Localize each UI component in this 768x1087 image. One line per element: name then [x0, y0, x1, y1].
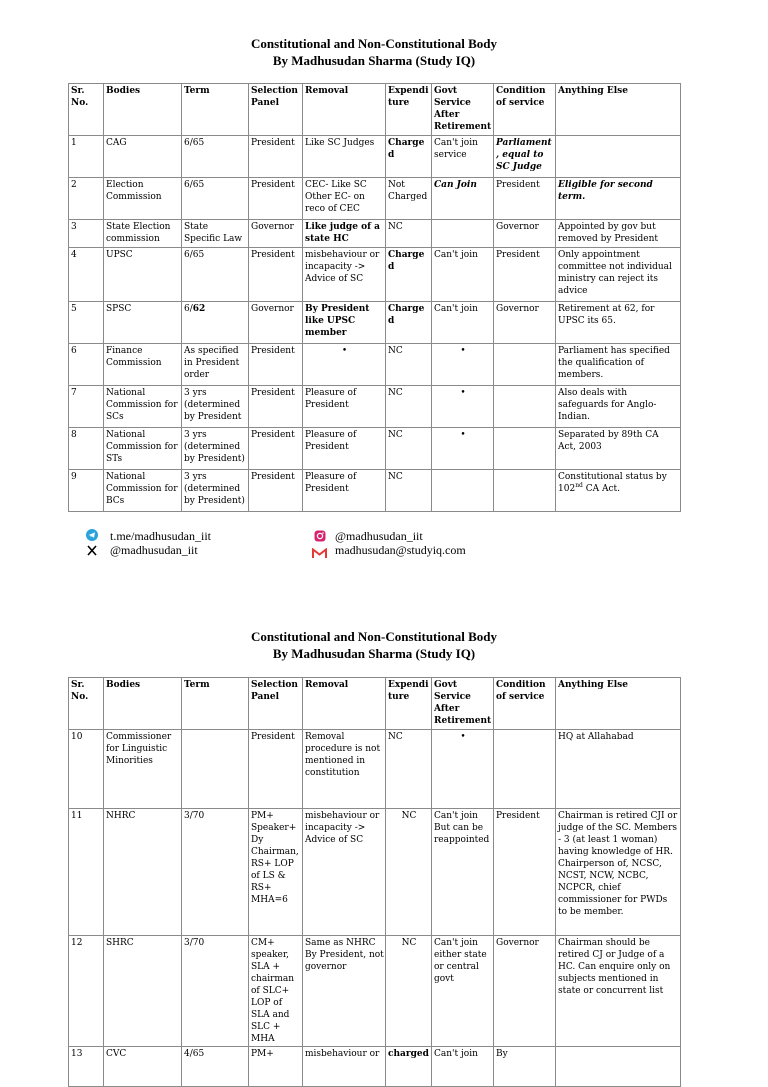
- cell-panel: President: [249, 428, 303, 470]
- email-address[interactable]: madhusudan@studyiq.com: [335, 543, 466, 557]
- cell-term: 4/65: [182, 1047, 249, 1087]
- cell-condition: [494, 730, 556, 809]
- header-condition: Condition of service: [494, 84, 556, 136]
- cell-sr: 10: [69, 730, 104, 809]
- header-panel: Selection Panel: [249, 84, 303, 136]
- cell-term: As specified in President order: [182, 344, 249, 386]
- cell-govt: Can't join: [432, 248, 494, 302]
- cell-expenditure: NC: [386, 470, 432, 512]
- cell-panel: President: [249, 386, 303, 428]
- cell-panel: President: [249, 344, 303, 386]
- cell-sr: 8: [69, 428, 104, 470]
- cell-govt: [432, 386, 494, 428]
- cell-removal: Like judge of a state HC: [303, 220, 386, 248]
- cell-removal: Same as NHRC By President, not governor: [303, 936, 386, 1047]
- cell-term: 6/65: [182, 248, 249, 302]
- cell-body: State Election commission: [104, 220, 182, 248]
- cell-else: [556, 470, 681, 512]
- cell-body: NHRC: [104, 809, 182, 936]
- instagram-handle[interactable]: @madhusudan_iit: [335, 529, 423, 543]
- cell-term: State Specific Law: [182, 220, 249, 248]
- cell-expenditure: charged: [386, 1047, 432, 1087]
- header-anything-else: Anything Else: [556, 84, 681, 136]
- cell-removal: CEC- Like SC Other EC- on reco of CEC: [303, 178, 386, 220]
- cell-expenditure: NC: [386, 344, 432, 386]
- term-age: 62: [192, 304, 206, 314]
- document-title: Constitutional and Non-Constitutional Body: [251, 629, 497, 644]
- cell-govt: [432, 428, 494, 470]
- table-row: [69, 136, 681, 178]
- cell-removal: Pleasure of President: [303, 386, 386, 428]
- cell-expenditure: Charged: [386, 302, 432, 344]
- cell-else: Appointed by gov but removed by President: [556, 220, 681, 248]
- cell-term: [182, 730, 249, 809]
- table-header-row: [69, 84, 681, 136]
- cell-sr: 1: [69, 136, 104, 178]
- ordinal-suffix: nd: [575, 482, 583, 489]
- cell-govt: Can Join: [432, 178, 494, 220]
- cell-body: Finance Commission: [104, 344, 182, 386]
- header-expenditure: Expenditure: [386, 84, 432, 136]
- bodies-table-1: [68, 83, 681, 512]
- cell-body: SHRC: [104, 936, 182, 1047]
- cell-removal: [303, 344, 386, 386]
- cell-expenditure: NC: [386, 730, 432, 809]
- cell-expenditure: Charged: [386, 248, 432, 302]
- term-part: 6/: [184, 304, 193, 314]
- cell-body: Commissioner for Linguistic Minorities: [104, 730, 182, 809]
- telegram-icon: [86, 529, 98, 541]
- document-subtitle: By Madhusudan Sharma (Study IQ): [272, 53, 476, 68]
- cell-panel: Governor: [249, 220, 303, 248]
- cell-body: CAG: [104, 136, 182, 178]
- cell-term: 3 yrs (determined by President): [182, 428, 249, 470]
- cell-condition: [494, 470, 556, 512]
- cell-removal: Removal procedure is not mentioned in constitution: [303, 730, 386, 809]
- header-condition: Condition of service: [494, 678, 556, 730]
- cell-sr: 2: [69, 178, 104, 220]
- cell-sr: 13: [69, 1047, 104, 1087]
- cell-panel: CM+ speaker, SLA + chairman of SLC+ LOP of SLA and SLC + MHA: [249, 936, 303, 1047]
- header-panel: Selection Panel: [249, 678, 303, 730]
- header-bodies: Bodies: [104, 84, 182, 136]
- cell-term: 6/65: [182, 178, 249, 220]
- table-row: [69, 220, 681, 248]
- cell-sr: 4: [69, 248, 104, 302]
- cell-else: Chairman is retired CJI or judge of the SC. Members - 3 (at least 1 woman) having knowledge of HR. Chairperson of, NCSC, NCST, NCW, NCBC, NCPCR, chief commissioner for PWDs to be member.: [556, 809, 681, 936]
- header-term: Term: [182, 84, 249, 136]
- header-anything-else: Anything Else: [556, 678, 681, 730]
- gmail-icon: [312, 548, 327, 559]
- cell-govt: Can't join But can be reappointed: [432, 809, 494, 936]
- cell-term: 6/65: [182, 136, 249, 178]
- cell-body: UPSC: [104, 248, 182, 302]
- cell-govt: Can't join service: [432, 136, 494, 178]
- cell-sr: 6: [69, 344, 104, 386]
- cell-else: Retirement at 62, for UPSC its 65.: [556, 302, 681, 344]
- cell-panel: Governor: [249, 302, 303, 344]
- header-govt-service: Govt Service After Retirement: [432, 84, 494, 136]
- document-subtitle: By Madhusudan Sharma (Study IQ): [272, 646, 476, 661]
- header-sr: Sr. No.: [69, 678, 104, 730]
- table-row: [69, 470, 681, 512]
- cell-govt: Can't join: [432, 302, 494, 344]
- table-row: [69, 302, 681, 344]
- cell-removal: Pleasure of President: [303, 428, 386, 470]
- cell-panel: President: [249, 136, 303, 178]
- table-row: [69, 730, 681, 809]
- cell-panel: President: [249, 178, 303, 220]
- cell-govt: [432, 344, 494, 386]
- cell-expenditure: NC: [386, 809, 432, 936]
- cell-govt: [432, 470, 494, 512]
- table-row: [69, 1047, 681, 1087]
- cell-condition: By: [494, 1047, 556, 1087]
- cell-else: [556, 1047, 681, 1087]
- cell-term: 3 yrs (determined by President: [182, 386, 249, 428]
- header-removal: Removal: [303, 678, 386, 730]
- else-text: Constitutional status by 102: [558, 472, 667, 494]
- cell-else: [556, 136, 681, 178]
- cell-panel: PM+ Speaker+ Dy Chairman, RS+ LOP of LS & RS+ MHA=6: [249, 809, 303, 936]
- table-row: [69, 386, 681, 428]
- cell-panel: PM+: [249, 1047, 303, 1087]
- document-title: Constitutional and Non-Constitutional Body: [251, 36, 497, 51]
- cell-govt: [432, 730, 494, 809]
- cell-condition: President: [494, 178, 556, 220]
- bullet-point: •: [460, 732, 466, 742]
- cell-body: National Commission for STs: [104, 428, 182, 470]
- bullet-point: •: [460, 430, 466, 440]
- cell-term: 3/70: [182, 936, 249, 1047]
- cell-panel: President: [249, 730, 303, 809]
- cell-condition: [494, 344, 556, 386]
- cell-condition: President: [494, 809, 556, 936]
- header-bodies: Bodies: [104, 678, 182, 730]
- twitter-x-icon: [87, 545, 97, 556]
- cell-else: Separated by 89th CA Act, 2003: [556, 428, 681, 470]
- cell-term: 3/70: [182, 809, 249, 936]
- table-row: [69, 344, 681, 386]
- cell-condition: Governor: [494, 302, 556, 344]
- cell-body: National Commission for SCs: [104, 386, 182, 428]
- cell-term: 3 yrs (determined by President): [182, 470, 249, 512]
- cell-else: HQ at Allahabad: [556, 730, 681, 809]
- cell-govt: Can't join: [432, 1047, 494, 1087]
- cell-else: Only appointment committee not individual ministry can reject its advice: [556, 248, 681, 302]
- cell-else: Also deals with safeguards for Anglo-Indian.: [556, 386, 681, 428]
- cell-removal: Like SC Judges: [303, 136, 386, 178]
- cell-body: Election Commission: [104, 178, 182, 220]
- cell-else: Chairman should be retired CJ or Judge of a HC. Can enquire only on subjects mentioned in state or concurrent list: [556, 936, 681, 1047]
- cell-govt: Can't join either state or central govt: [432, 936, 494, 1047]
- header-term: Term: [182, 678, 249, 730]
- table-row: [69, 178, 681, 220]
- header-govt-service: Govt Service After Retirement: [432, 678, 494, 730]
- instagram-icon: [314, 530, 326, 542]
- cell-expenditure: NC: [386, 220, 432, 248]
- cell-term: [182, 302, 249, 344]
- cell-sr: 7: [69, 386, 104, 428]
- cell-removal: misbehaviour or incapacity -> Advice of SC: [303, 248, 386, 302]
- cell-sr: 11: [69, 809, 104, 936]
- cell-sr: 12: [69, 936, 104, 1047]
- cell-condition: Parliament, equal to SC Judge: [494, 136, 556, 178]
- table-row: [69, 809, 681, 936]
- cell-expenditure: Not Charged: [386, 178, 432, 220]
- cell-expenditure: Charged: [386, 136, 432, 178]
- table-header-row: [69, 678, 681, 730]
- cell-panel: President: [249, 248, 303, 302]
- cell-else: Eligible for second term.: [556, 178, 681, 220]
- cell-condition: [494, 428, 556, 470]
- table-row: [69, 248, 681, 302]
- cell-expenditure: NC: [386, 386, 432, 428]
- else-text-end: CA Act.: [582, 484, 621, 494]
- table-row: [69, 428, 681, 470]
- telegram-link[interactable]: t.me/madhusudan_iit: [110, 529, 211, 543]
- cell-sr: 5: [69, 302, 104, 344]
- cell-sr: 3: [69, 220, 104, 248]
- bodies-table-2: [68, 677, 681, 1087]
- cell-condition: [494, 386, 556, 428]
- header-sr: Sr. No.: [69, 84, 104, 136]
- cell-expenditure: NC: [386, 936, 432, 1047]
- cell-condition: President: [494, 248, 556, 302]
- cell-body: National Commission for BCs: [104, 470, 182, 512]
- cell-panel: President: [249, 470, 303, 512]
- cell-removal: misbehaviour or: [303, 1047, 386, 1087]
- table-row: [69, 936, 681, 1047]
- cell-else: Parliament has specified the qualification of members.: [556, 344, 681, 386]
- bullet-point: •: [460, 388, 466, 398]
- cell-sr: 9: [69, 470, 104, 512]
- cell-expenditure: NC: [386, 428, 432, 470]
- cell-condition: Governor: [494, 220, 556, 248]
- cell-removal: By President like UPSC member: [303, 302, 386, 344]
- cell-body: SPSC: [104, 302, 182, 344]
- cell-body: CVC: [104, 1047, 182, 1087]
- bullet-point: •: [341, 346, 348, 356]
- cell-removal: Pleasure of President: [303, 470, 386, 512]
- cell-removal: misbehaviour or incapacity -> Advice of SC: [303, 809, 386, 936]
- cell-condition: Governor: [494, 936, 556, 1047]
- bullet-point: •: [460, 346, 466, 356]
- header-removal: Removal: [303, 84, 386, 136]
- header-expenditure: Expenditure: [386, 678, 432, 730]
- cell-govt: [432, 220, 494, 248]
- twitter-handle[interactable]: @madhusudan_iit: [110, 543, 198, 557]
